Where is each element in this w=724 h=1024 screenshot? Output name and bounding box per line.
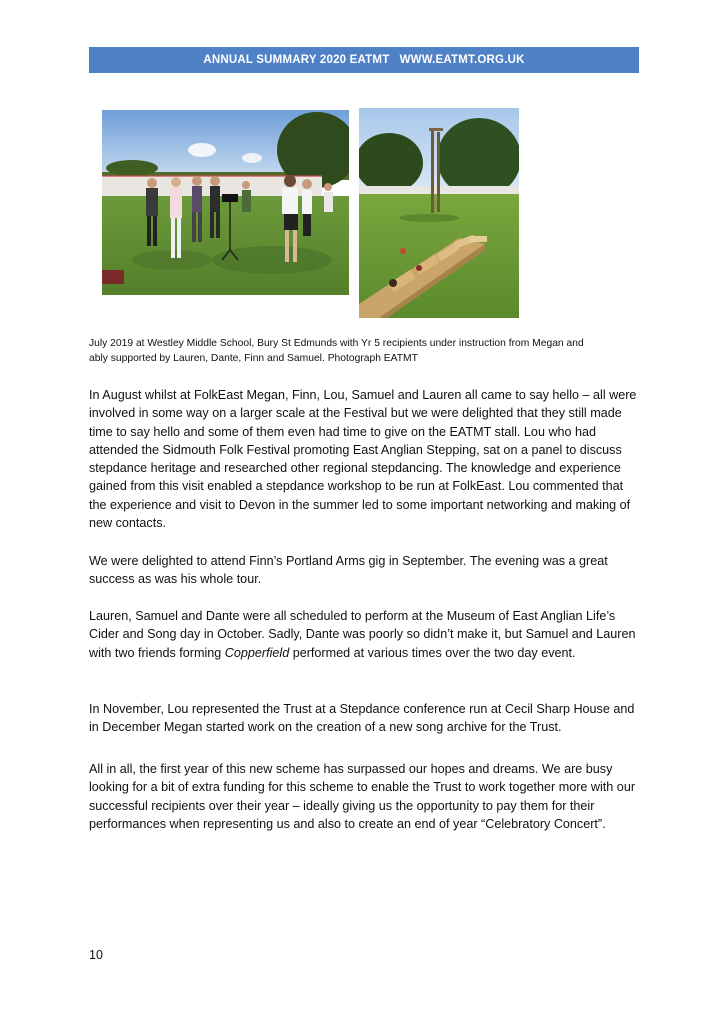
- photo-musicians-image: [102, 110, 349, 295]
- paragraph-summary: All in all, the first year of this new scheme has surpassed our hopes and dreams. We are busy looking for a bit of extra funding for this scheme to enable the Trust to work together more with our successful recipients over their year – ideally giving us the opportunity to pay them for their performances when representing us and also to create an end of year “Celebratory Concert”.: [89, 762, 636, 831]
- paragraph-folkeast: In August whilst at FolkEast Megan, Finn, Lou, Samuel and Lauren all came to say hello – all were involved in some way on a larger scale at the Festival but we were delighted that they still made time to say hello and some of them even had time to give on the EATMT stall. Lou who had attended the Sidmouth Folk Festival promoting East Anglian Stepping, sat on a panel to discuss stepdance heritage and researched other regional stepdancing. The knowledge and experience gained from this visit enabled a stepdance workshop to be run at FolkEast. Lou commented that the experience and visit to Devon in the summer led to some important networking and making of new contacts.: [89, 388, 637, 531]
- paragraph-cider-and-song: [89, 607, 641, 662]
- photo-stepdance-boards-on-grass: [359, 108, 519, 318]
- page-header-bar: [89, 47, 639, 73]
- caption-line-1: July 2019 at Westley Middle School, Bury St Edmunds with Yr 5 recipients under instruction from Megan and: [89, 338, 584, 349]
- paragraph-cider-text-end: performed at various times over the two day event.: [289, 645, 576, 660]
- page-number: 10: [89, 948, 103, 962]
- caption-line-2: ably supported by Lauren, Dante, Finn and Samuel. Photograph EATMT: [89, 353, 418, 364]
- paragraph-cider-text-start: Lauren, Samuel and Dante were all scheduled to perform at the Museum of East Anglian Life’s Cider and Song day in October. Sadly, Dante was poorly so didn’t make it, but Samuel and Lauren with two friends forming: [89, 609, 636, 660]
- header-text: ANNUAL SUMMARY 2020 EATMT WWW.EATMT.ORG.UK: [203, 54, 525, 66]
- paragraph-november: In November, Lou represented the Trust at a Stepdance conference run at Cecil Sharp House and in December Megan started work on the creation of a new song archive for the Trust.: [89, 702, 635, 735]
- photo-musicians-playing-outdoors: [102, 110, 349, 295]
- copperfield-italic: Copperfield: [224, 645, 290, 660]
- photo-caption: [89, 336, 639, 366]
- paragraph-portland-arms: We were delighted to attend Finn’s Portland Arms gig in September. The evening was a great success as was his whole tour.: [89, 554, 608, 587]
- photo-boards-image: [359, 108, 519, 318]
